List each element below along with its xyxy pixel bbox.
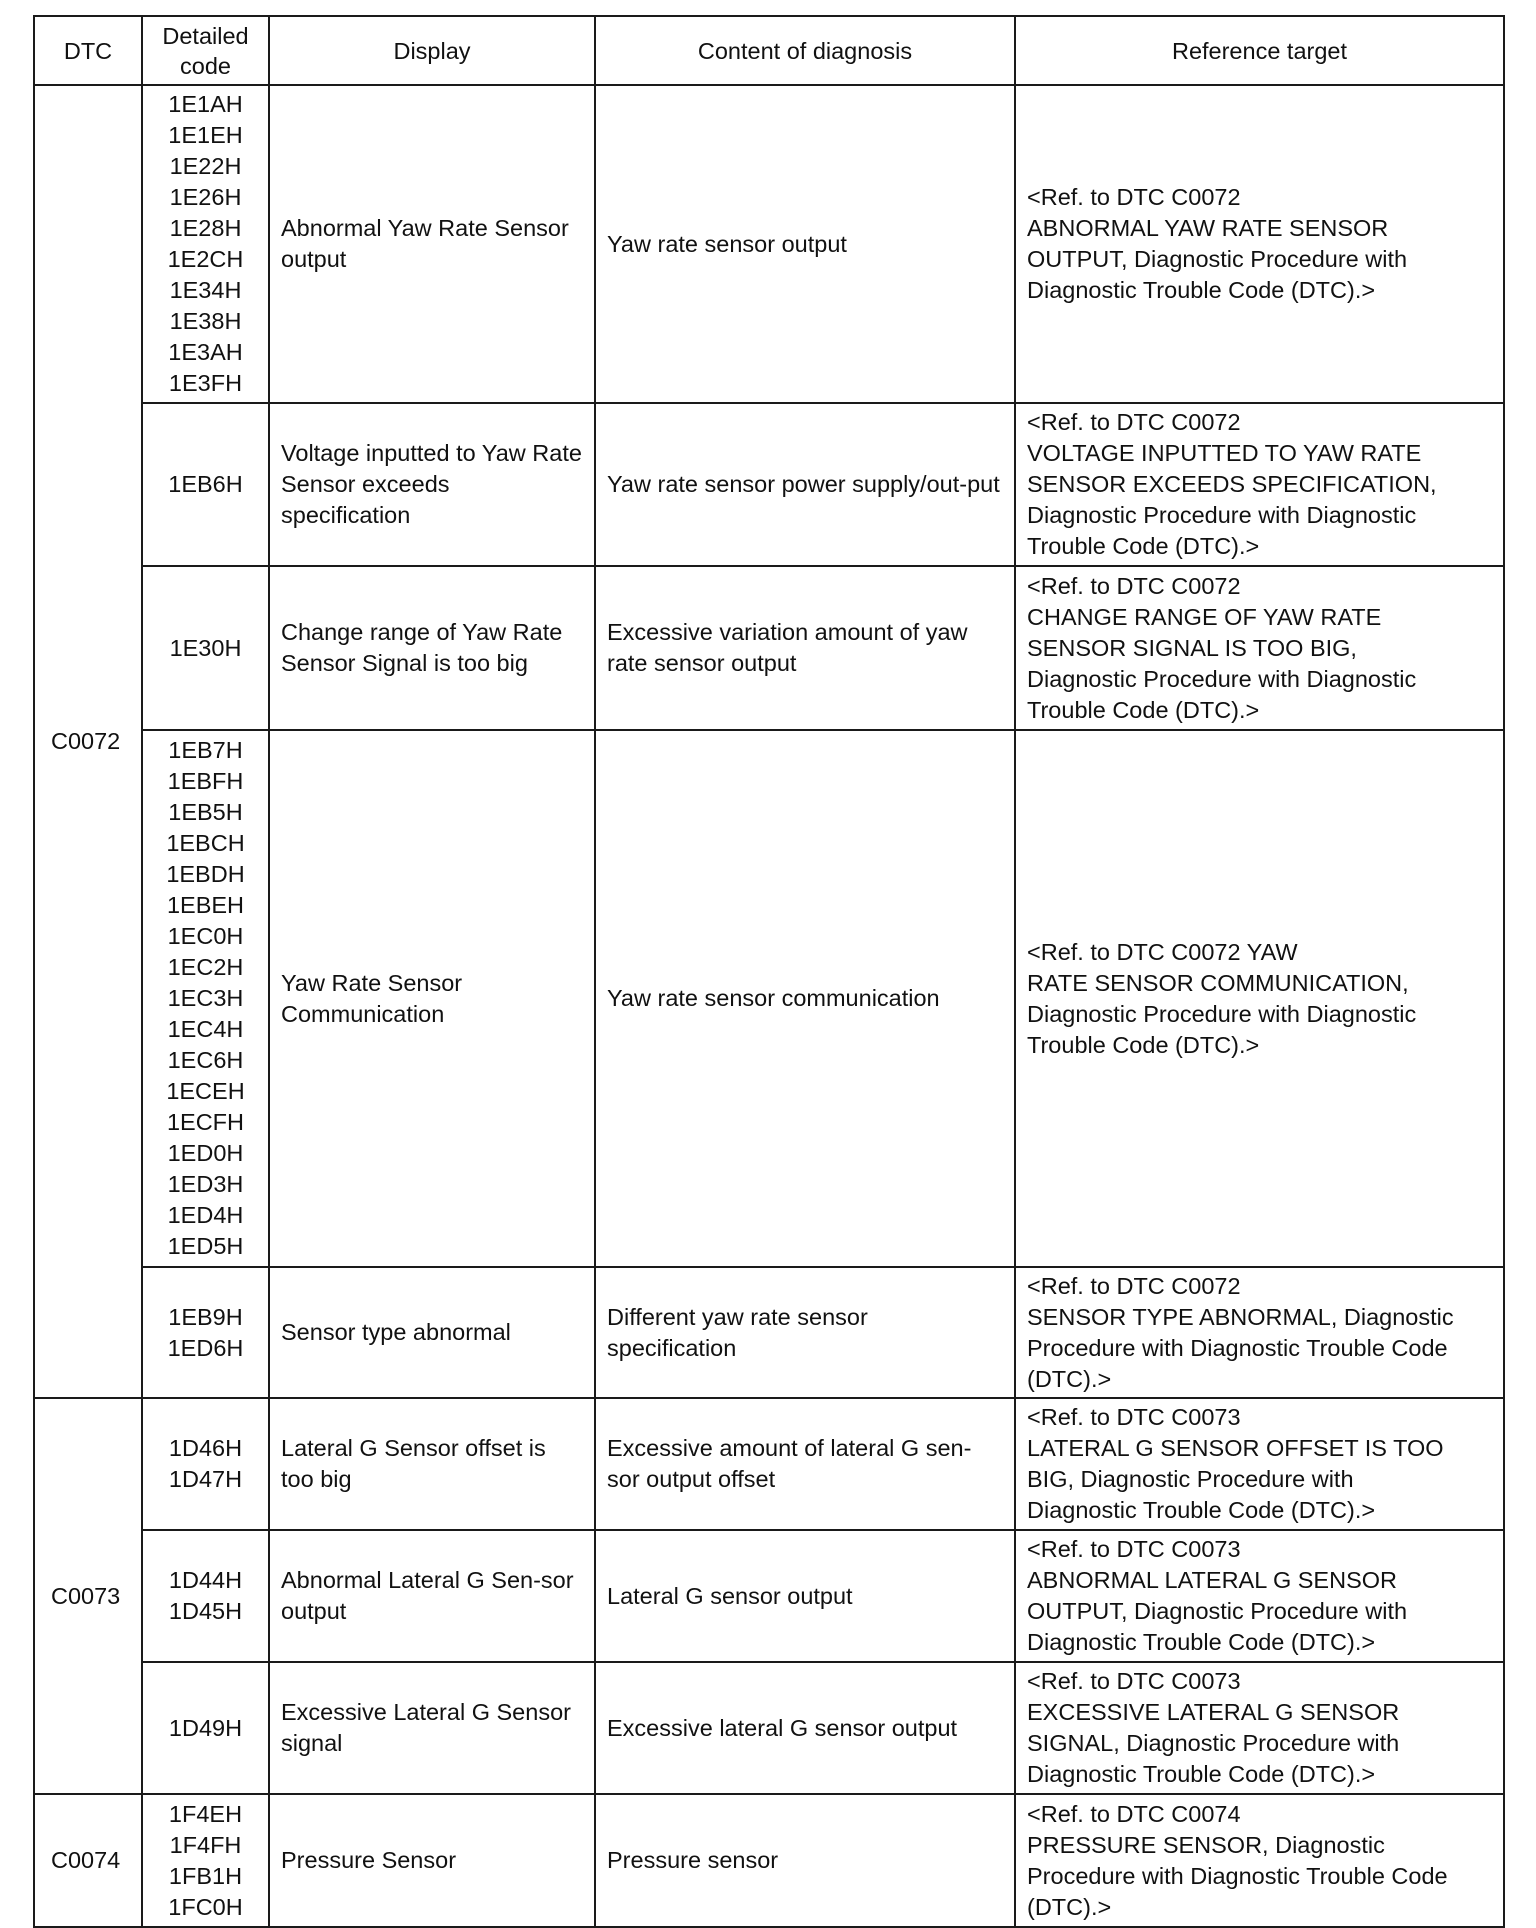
header-content: Content of diagnosis	[595, 16, 1015, 85]
display-cell	[269, 1398, 595, 1530]
detailed-code: 1EC4H	[167, 1016, 244, 1042]
table-row	[34, 1662, 1504, 1794]
table-row	[34, 1530, 1504, 1662]
table-body	[34, 85, 1504, 1927]
reference-line: <Ref. to DTC C0073	[1027, 1404, 1241, 1430]
detailed-code: 1D44H	[168, 1567, 243, 1593]
detailed-code: 1F4FH	[169, 1831, 242, 1858]
content-text: Excessive variation amount of yaw rate sensor output	[607, 619, 968, 676]
detailed-code-cell	[142, 1530, 269, 1662]
detailed-code: 1EC2H	[167, 954, 244, 980]
detailed-code: 1ECFH	[166, 1109, 245, 1135]
reference-line: Trouble Code (DTC).>	[1027, 533, 1260, 559]
detailed-code: 1E34H	[169, 277, 242, 303]
detailed-code: 1FC0H	[168, 1893, 243, 1920]
reference-line: BIG, Diagnostic Procedure with	[1027, 1466, 1354, 1492]
reference-line: <Ref. to DTC C0074	[1027, 1800, 1241, 1827]
detailed-code: 1E26H	[169, 184, 242, 210]
content-text: Excessive amount of lateral G sen-sor output offset	[607, 1435, 972, 1492]
reference-line: LATERAL G SENSOR OFFSET IS TOO	[1027, 1435, 1444, 1461]
detailed-code: 1E30H	[169, 634, 242, 661]
display-cell	[269, 403, 595, 566]
reference-line: <Ref. to DTC C0073	[1027, 1668, 1241, 1694]
reference-line: Diagnostic Trouble Code (DTC).>	[1027, 1761, 1376, 1787]
header-display: Display	[269, 16, 595, 85]
table-header	[34, 16, 1504, 85]
reference-line: Trouble Code (DTC).>	[1027, 1031, 1260, 1058]
reference-line: OUTPUT, Diagnostic Procedure with	[1027, 246, 1408, 272]
content-text: Different yaw rate sensor specification	[607, 1303, 868, 1361]
content-text: Yaw rate sensor communication	[607, 985, 940, 1011]
reference-line: <Ref. to DTC C0072	[1027, 1272, 1241, 1299]
reference-line: ABNORMAL YAW RATE SENSOR	[1027, 215, 1389, 241]
reference-cell	[1015, 566, 1504, 730]
reference-cell	[1015, 1662, 1504, 1794]
content-text: Lateral G sensor output	[607, 1582, 853, 1609]
detailed-code: 1E2CH	[167, 246, 244, 272]
content-text: Excessive lateral G sensor output	[607, 1714, 958, 1741]
detailed-code: 1EB6H	[168, 471, 243, 497]
reference-line: Diagnostic Procedure with Diagnostic	[1027, 502, 1417, 528]
detailed-code-cell	[142, 730, 269, 1267]
detailed-code-cell	[142, 85, 269, 403]
detailed-code: 1EC0H	[167, 923, 244, 949]
reference-line: (DTC).>	[1027, 1893, 1112, 1920]
table-row	[34, 566, 1504, 730]
header-dtc: DTC	[34, 16, 142, 85]
detailed-code: 1E3AH	[168, 339, 243, 365]
table-row	[34, 1267, 1504, 1398]
content-cell	[595, 403, 1015, 566]
reference-cell	[1015, 1530, 1504, 1662]
reference-line: SENSOR TYPE ABNORMAL, Diagnostic	[1027, 1303, 1454, 1330]
display-cell	[269, 85, 595, 403]
reference-cell	[1015, 1794, 1504, 1927]
dtc-cell: C0074	[34, 1794, 142, 1927]
reference-cell	[1015, 730, 1504, 1267]
display-text: Change range of Yaw Rate Sensor Signal is too big	[281, 619, 563, 676]
reference-line: CHANGE RANGE OF YAW RATE	[1027, 603, 1382, 630]
display-cell	[269, 1794, 595, 1927]
content-cell	[595, 1530, 1015, 1662]
table-row	[34, 403, 1504, 566]
reference-line: Diagnostic Procedure with Diagnostic	[1027, 1000, 1417, 1027]
detailed-code: 1D45H	[168, 1598, 243, 1624]
reference-line: SENSOR SIGNAL IS TOO BIG,	[1027, 634, 1357, 661]
reference-cell	[1015, 85, 1504, 403]
detailed-code: 1ED3H	[167, 1171, 244, 1197]
detailed-code: 1ED4H	[167, 1202, 244, 1228]
reference-line: <Ref. to DTC C0072	[1027, 572, 1241, 599]
reference-cell	[1015, 1398, 1504, 1530]
reference-line: EXCESSIVE LATERAL G SENSOR	[1027, 1699, 1400, 1725]
detailed-code-cell	[142, 1267, 269, 1398]
display-cell	[269, 566, 595, 730]
detailed-code: 1EC6H	[167, 1047, 244, 1073]
detailed-code-cell	[142, 566, 269, 730]
content-cell	[595, 1662, 1015, 1794]
detailed-code: 1EBEH	[166, 892, 245, 918]
reference-line: RATE SENSOR COMMUNICATION,	[1027, 969, 1409, 996]
detailed-code: 1ECEH	[166, 1078, 245, 1104]
detailed-code-cell	[142, 403, 269, 566]
detailed-code-cell	[142, 1794, 269, 1927]
detailed-code: 1EB7H	[168, 737, 243, 763]
display-cell	[269, 1267, 595, 1398]
reference-line: Procedure with Diagnostic Trouble Code	[1027, 1862, 1448, 1889]
detailed-code: 1EB5H	[168, 799, 243, 825]
content-cell	[595, 730, 1015, 1267]
detailed-code: 1EB9H	[168, 1303, 243, 1330]
content-cell	[595, 1267, 1015, 1398]
table-row	[34, 85, 1504, 403]
detailed-code: 1EBDH	[166, 861, 245, 887]
reference-line: VOLTAGE INPUTTED TO YAW RATE	[1027, 440, 1422, 466]
detailed-code: 1EBCH	[166, 830, 245, 856]
detailed-code: 1D47H	[168, 1466, 243, 1492]
content-cell	[595, 566, 1015, 730]
display-text: Yaw Rate Sensor Communication	[281, 969, 463, 1027]
detailed-code: 1D46H	[168, 1435, 243, 1461]
display-text: Abnormal Lateral G Sen-sor output	[281, 1567, 574, 1624]
content-text: Pressure sensor	[607, 1847, 779, 1873]
reference-line: <Ref. to DTC C0072	[1027, 409, 1241, 435]
display-cell	[269, 1662, 595, 1794]
header-row	[34, 16, 1504, 85]
table-row	[34, 1794, 1504, 1927]
reference-line: Diagnostic Procedure with Diagnostic	[1027, 665, 1417, 692]
content-text: Yaw rate sensor output	[607, 230, 847, 257]
content-text: Yaw rate sensor power supply/out-put	[607, 471, 1000, 497]
display-cell	[269, 1530, 595, 1662]
reference-line: Diagnostic Trouble Code (DTC).>	[1027, 1629, 1376, 1655]
reference-line: Trouble Code (DTC).>	[1027, 696, 1260, 723]
detailed-code: 1F4EH	[168, 1800, 243, 1827]
detailed-code: 1ED6H	[167, 1334, 244, 1361]
display-text: Voltage inputted to Yaw Rate Sensor exceeds specification	[281, 440, 582, 528]
detailed-code: 1E28H	[169, 215, 242, 241]
dtc-table	[33, 15, 1505, 1928]
detailed-code: 1E1AH	[168, 91, 243, 117]
reference-cell	[1015, 1267, 1504, 1398]
table-row	[34, 730, 1504, 1267]
reference-cell	[1015, 403, 1504, 566]
content-cell	[595, 1794, 1015, 1927]
dtc-cell: C0073	[34, 1398, 142, 1794]
content-cell	[595, 1398, 1015, 1530]
detailed-code: 1E38H	[169, 308, 242, 334]
display-text: Excessive Lateral G Sensor signal	[281, 1699, 571, 1756]
detailed-code: 1E22H	[169, 153, 242, 179]
reference-line: SENSOR EXCEEDS SPECIFICATION,	[1027, 471, 1437, 497]
detailed-code: 1ED0H	[167, 1140, 244, 1166]
header-reference: Reference target	[1015, 16, 1504, 85]
display-text: Lateral G Sensor offset is too big	[281, 1435, 546, 1492]
detailed-code: 1D49H	[168, 1714, 243, 1741]
header-detailed-code: Detailed code	[142, 16, 269, 85]
detailed-code: 1EBFH	[167, 768, 244, 794]
display-text: Abnormal Yaw Rate Sensor output	[281, 215, 569, 272]
detailed-code-cell	[142, 1662, 269, 1794]
display-text: Pressure Sensor	[281, 1847, 457, 1873]
reference-line: <Ref. to DTC C0073	[1027, 1536, 1241, 1562]
display-cell	[269, 730, 595, 1267]
reference-line: (DTC).>	[1027, 1365, 1112, 1392]
reference-line: <Ref. to DTC C0072	[1027, 184, 1241, 210]
detailed-code-cell	[142, 1398, 269, 1530]
detailed-code: 1EC3H	[167, 985, 244, 1011]
reference-line: Diagnostic Trouble Code (DTC).>	[1027, 1497, 1376, 1523]
reference-line: <Ref. to DTC C0072 YAW	[1027, 938, 1298, 965]
content-cell	[595, 85, 1015, 403]
detailed-code: 1ED5H	[167, 1233, 244, 1259]
reference-line: PRESSURE SENSOR, Diagnostic	[1027, 1831, 1385, 1858]
detailed-code: 1FB1H	[168, 1862, 243, 1889]
reference-line: ABNORMAL LATERAL G SENSOR	[1027, 1567, 1397, 1593]
reference-line: SIGNAL, Diagnostic Procedure with	[1027, 1730, 1400, 1756]
table-row	[34, 1398, 1504, 1530]
detailed-code: 1E3FH	[168, 370, 243, 396]
reference-line: Diagnostic Trouble Code (DTC).>	[1027, 277, 1376, 303]
display-text: Sensor type abnormal	[281, 1319, 511, 1345]
reference-line: Procedure with Diagnostic Trouble Code	[1027, 1334, 1448, 1361]
detailed-code: 1E1EH	[168, 122, 243, 148]
reference-line: OUTPUT, Diagnostic Procedure with	[1027, 1598, 1408, 1624]
dtc-cell: C0072	[34, 85, 142, 1398]
